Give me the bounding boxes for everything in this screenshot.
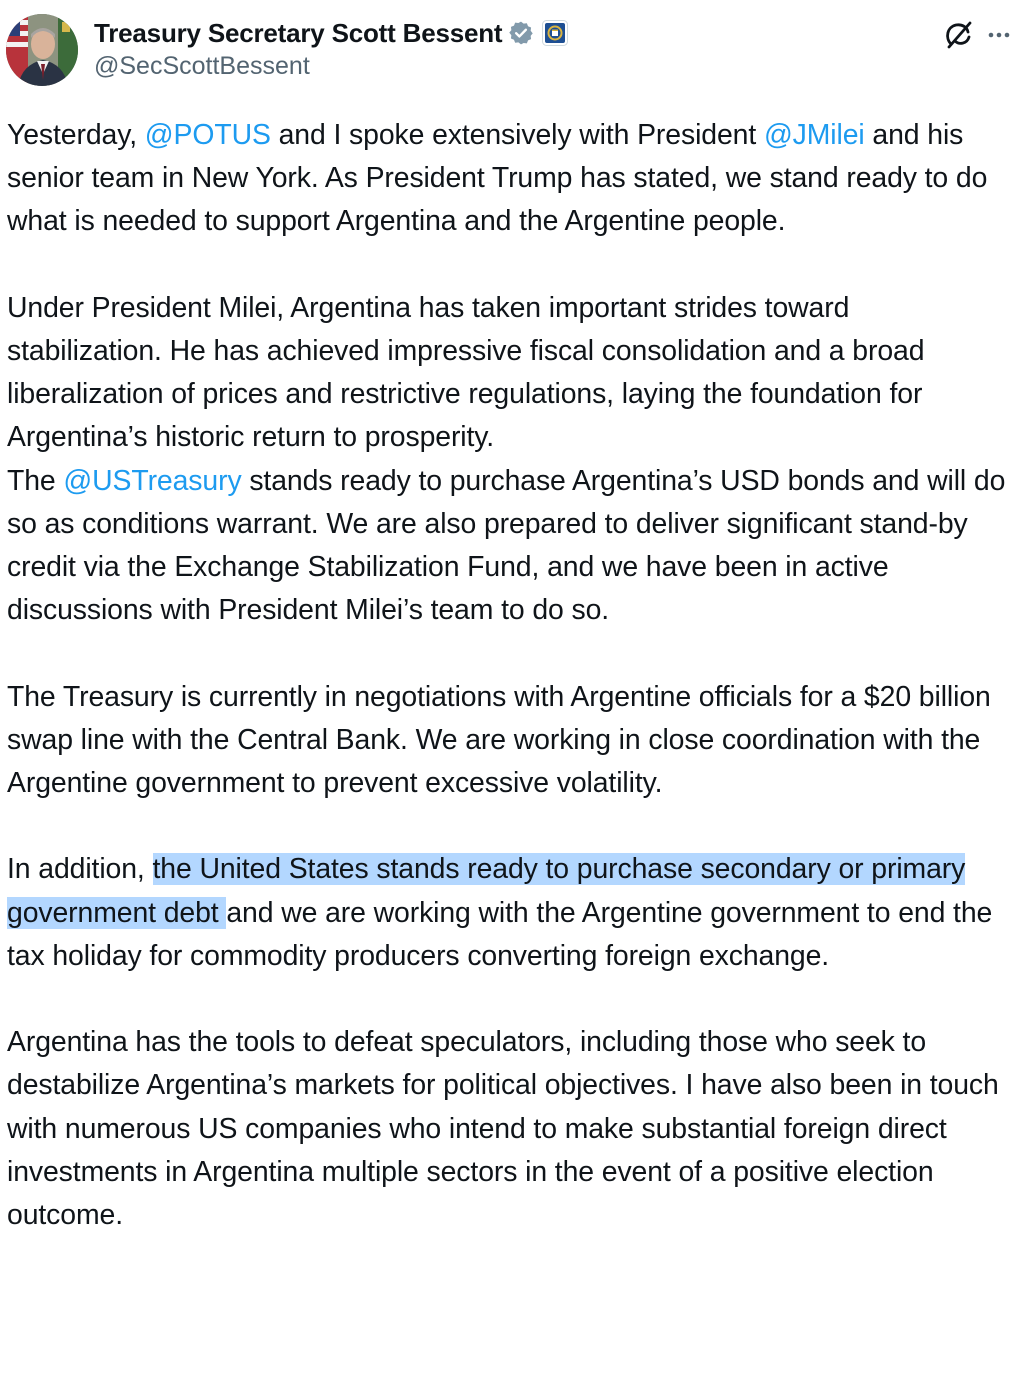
- mention-potus-link[interactable]: @POTUS: [144, 119, 271, 151]
- profile-photo-icon: [6, 14, 78, 86]
- selected-text-highlight[interactable]: the United States stands ready to purchase secondary or primary government debt: [7, 853, 966, 929]
- more-options-icon[interactable]: [986, 22, 1012, 48]
- author-display-name[interactable]: Treasury Secretary Scott Bessent: [94, 17, 503, 48]
- tweet-paragraph-5: [7, 848, 1009, 978]
- avatar[interactable]: [6, 14, 78, 86]
- text-segment: and his senior team in New York. As President Trump has stated, we stand ready to do what is needed to support Argentina and the Argentine people.: [7, 119, 988, 238]
- text-segment: In addition,: [7, 853, 153, 886]
- mention-ustreasury-link[interactable]: @USTreasury: [63, 464, 242, 497]
- grok-icon[interactable]: [942, 18, 976, 52]
- tweet-paragraph-3: [7, 460, 1009, 633]
- text-segment: The: [7, 464, 64, 497]
- tweet-paragraph-6: Argentina has the tools to defeat speculators, including those who seek to destabilize Argentina’s markets for political objectives. I have also been in touch with numerous US companies who intend to make substantial foreign direct investments in Argentina multiple sectors in the event of a positive election outcome.: [7, 1026, 999, 1232]
- verified-badge-icon[interactable]: [508, 20, 534, 46]
- tweet-paragraph-1: [7, 114, 1009, 244]
- tweet-paragraph-2: Under President Milei, Argentina has taken important strides toward stabilization. He has achieved impressive fiscal consolidation and a broad liberalization of prices and restrictive regulations, laying the foundation for Argentina’s historic return to prosperity.: [7, 291, 925, 454]
- author-name-row: [94, 14, 568, 52]
- text-segment: and I spoke extensively with President: [270, 119, 764, 151]
- tweet-paragraph-4: The Treasury is currently in negotiations with Argentine officials for a $20 billion swap line with the Central Bank. We are working in close coordination with the Argentine government to prevent excessive volatility.: [7, 680, 991, 800]
- treasury-seal-icon[interactable]: [542, 20, 568, 46]
- mention-jmilei-link[interactable]: @JMilei: [763, 119, 865, 151]
- author-handle[interactable]: @SecScottBessent: [94, 52, 310, 80]
- text-segment: and we are working with the Argentine government to end the tax holiday for commodity producers converting foreign exchange.: [7, 896, 993, 972]
- tweet-header: [0, 0, 1016, 100]
- text-segment: stands ready to purchase Argentina’s USD bonds and will do so as conditions warrant. We are also prepared to deliver significant stand-by credit via the Exchange Stabilization Fund, and we have been in active discussions with President Milei’s team to do so.: [7, 464, 1006, 627]
- tweet-text: [7, 114, 1009, 1237]
- text-segment: Yesterday,: [7, 119, 145, 151]
